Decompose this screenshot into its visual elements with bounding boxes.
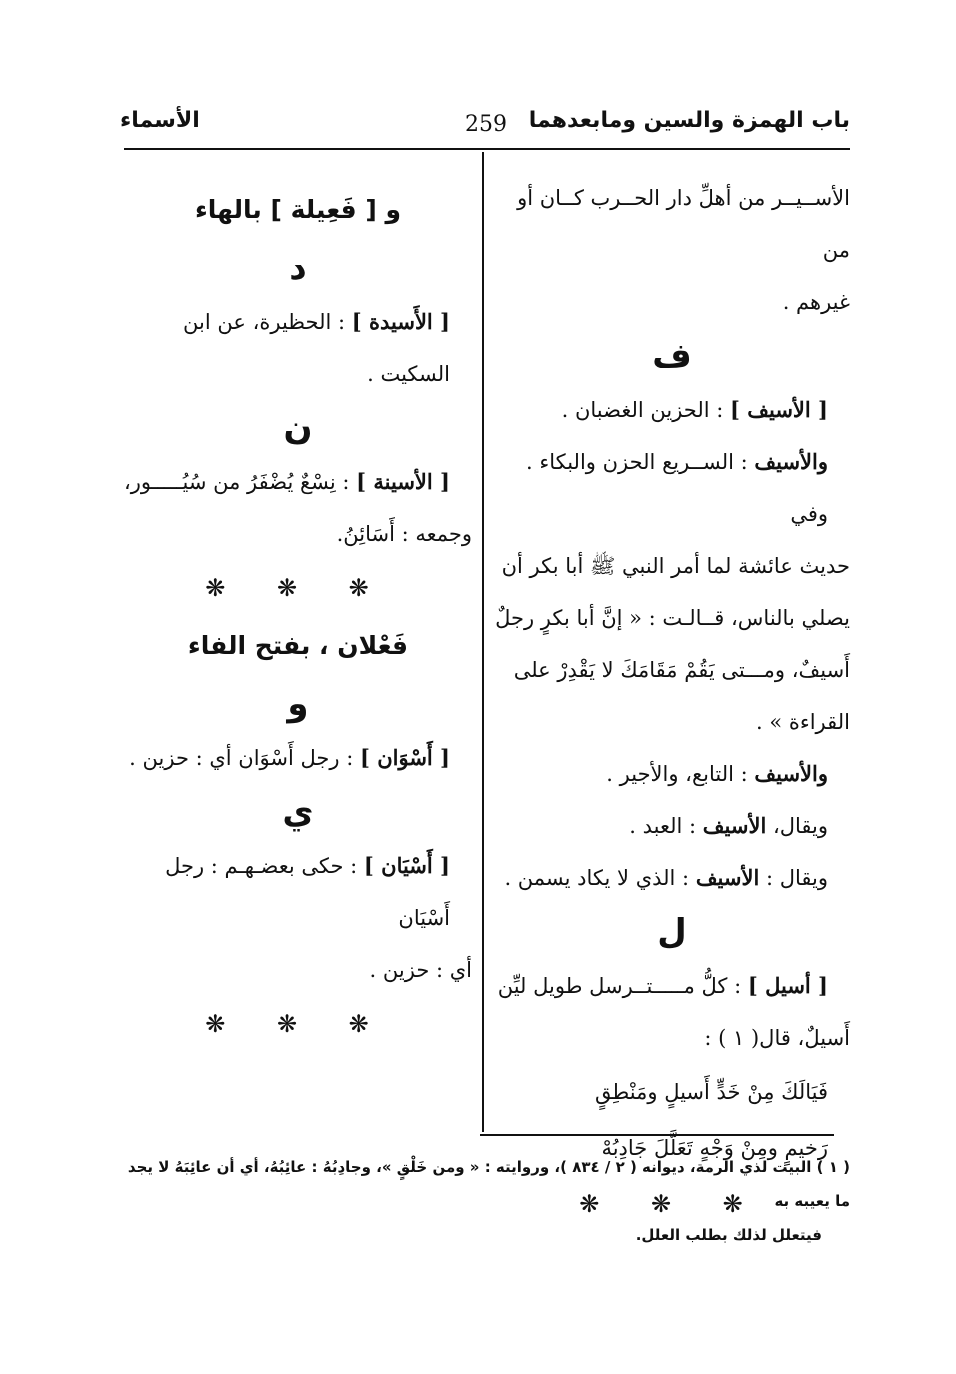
continued-line: غيرهم . [782, 290, 850, 314]
entry-asina [124, 456, 472, 508]
headword: [ أَسْيَان ] [363, 853, 450, 878]
section-separator: ❋ ❋ ❋ [205, 1010, 391, 1038]
headword: الأسيف [702, 813, 767, 838]
footnote-line: ( ١ ) البيت لذي الرمة، ديوانه ( ٢ / ٨٣٤ )، وروايته : « ومن خَلْقٍ »، وجادِبُهُ : عائِبُهُ، أي أن عائِبَهُ لا يجد ما يعيبه به [127, 1158, 850, 1210]
definition: : التابع، والأجير . [606, 762, 755, 786]
definition: : الحظيرة، عن ابن السكيت . [183, 310, 450, 386]
entry-line: أي : حزين . [369, 958, 472, 982]
definition: : الحزين الغضبان . [561, 398, 731, 422]
entry-asif-5 [494, 852, 850, 904]
footnote [120, 1150, 850, 1252]
entry-asif-3 [494, 748, 850, 800]
headword: [ الأَسيدة ] [351, 309, 450, 334]
headword: والأسيف [754, 449, 828, 474]
entry-asif [494, 384, 850, 436]
entry-asyan [124, 840, 472, 944]
chapter-title: باب الهمزة والسين ومابعدهما [528, 108, 850, 133]
pattern-heading: و [ فَعِيلة ] بالهاء [194, 195, 402, 224]
section-separator: ❋ ❋ ❋ [205, 574, 391, 602]
entry-asif-2 [494, 436, 850, 540]
definition: : حكى بعضـهـم : رجل أَسْيَان [165, 854, 450, 930]
letter-heading-lam: ل [657, 912, 687, 952]
footnote-rule [480, 1134, 834, 1136]
entry-line: القراءة » . [755, 710, 850, 734]
entry-line: يصلي بالناس، قــالـت : « إنَّ أبا بكرٍ رجلٌ [495, 606, 850, 630]
definition: : رجل أَسْوَان أي : حزين . [129, 746, 360, 770]
letter-heading-ya: ي [282, 792, 314, 832]
continued-line: الأســيــر من أهلِّ دار الحــرب كــان أو من [517, 186, 850, 262]
verse-hemistich-2: رَخيمٍ ومِنْ وَجْهٍ تَعَلَّلَ جَادِبُهْ [601, 1136, 828, 1160]
headword: [ أَسْوَان ] [359, 745, 450, 770]
entry-line: حديث عائشة لما أمر النبي ﷺ أبا بكر أن [501, 554, 850, 578]
definition: : الذي لا يكاد يسمن . [504, 866, 696, 890]
letter-heading-nun: ن [283, 408, 313, 448]
prefix: ويقال : [759, 866, 828, 890]
section-separator: ❋ ❋ ❋ [579, 1190, 765, 1218]
entry-line: أَسيفٌ، ومـــتى يَقُمْ مَقَامَكَ لا يَقْدِرْ على [513, 658, 850, 682]
letter-heading-fa: ف [652, 336, 692, 376]
entry-aswan [124, 732, 472, 784]
entry-asida [124, 296, 472, 400]
section-title: الأسماء [120, 108, 200, 133]
definition: : كلُّ مـــــتــرسل طويل ليِّن [497, 974, 748, 998]
definition: : العبد . [629, 814, 703, 838]
letter-heading-dal: د [289, 248, 307, 288]
left-column [124, 180, 472, 1052]
headword: الأسيف [695, 865, 760, 890]
entry-line: أَسيلٌ، قال( ١ ) : [704, 1026, 850, 1050]
footnote-line: فيتعلل لذلك بطلب العلل. [635, 1226, 822, 1244]
page-number: 259 [465, 112, 507, 137]
headword: [ الأسينة ] [356, 469, 450, 494]
entry-line: وجمعه : أَسَائِنُ. [336, 522, 472, 546]
right-column [494, 172, 850, 1232]
header-rule [124, 148, 850, 150]
headword: والأسيف [754, 761, 828, 786]
page-header [120, 100, 850, 146]
definition: : الســريع الحزن والبكاء . وفي [525, 450, 828, 526]
definition: : نِسْعٌ يُضْفَرُ من سُيُـــــور، [123, 470, 357, 494]
prefix: ويقال، [766, 814, 828, 838]
letter-heading-waw: و [287, 684, 309, 724]
entry-asif-4 [494, 800, 850, 852]
verse-hemistich-1: فَيَالَكَ مِنْ خَدٍّ أَسيلٍ ومَنْطِقٍ [595, 1080, 828, 1104]
headword: [ الأسيف ] [730, 397, 828, 422]
headword: [ أسيل ] [747, 973, 828, 998]
pattern-heading: فَعْلان ، بفتح الفاء [187, 631, 409, 660]
entry-asil [494, 960, 850, 1012]
column-divider [482, 152, 484, 1132]
